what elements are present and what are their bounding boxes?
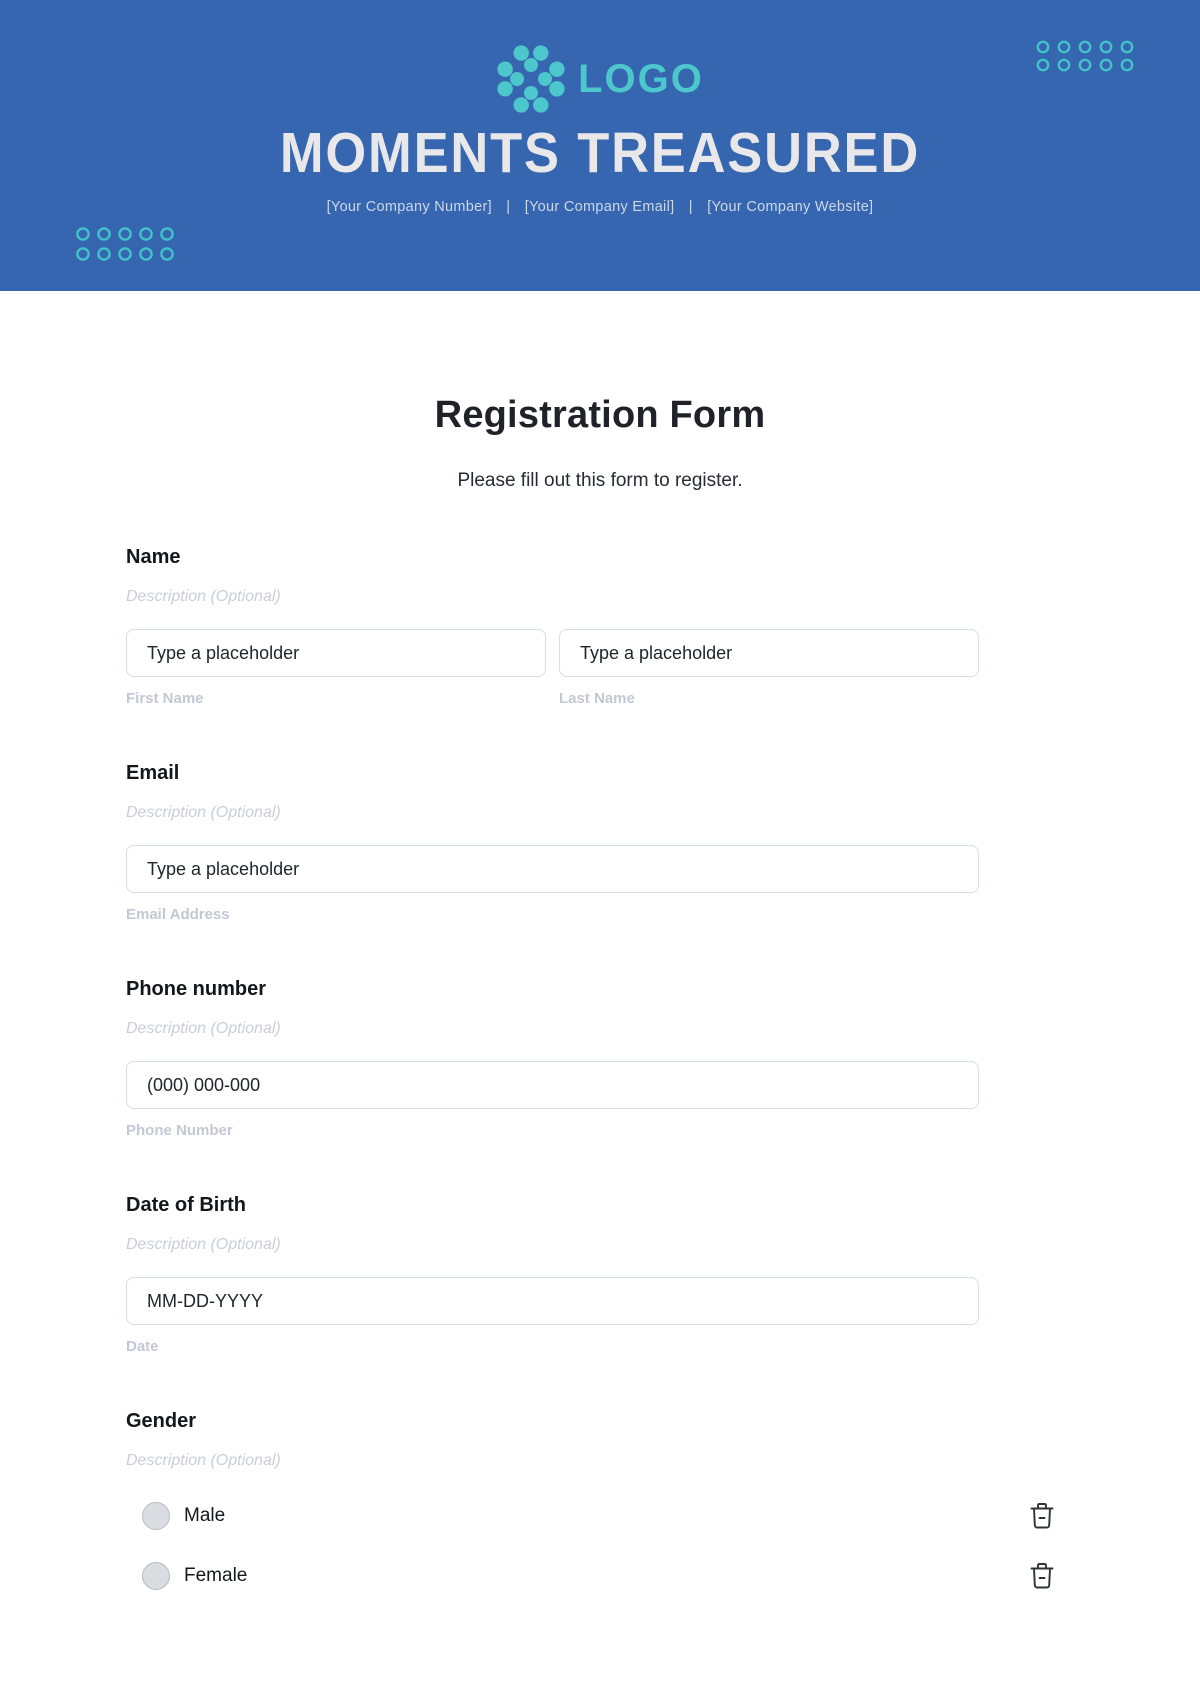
- first-name-label: First Name: [126, 690, 204, 707]
- last-name-label: Last Name: [559, 690, 635, 707]
- trash-icon: [1030, 1502, 1054, 1530]
- phone-label: Phone Number: [126, 1122, 233, 1139]
- section-description: Description (Optional): [126, 1452, 281, 1469]
- female-radio[interactable]: [142, 1562, 170, 1590]
- header-banner: [0, 0, 1200, 291]
- section-heading-name: Name: [126, 546, 181, 568]
- delete-male-option-button[interactable]: [1028, 1500, 1056, 1532]
- section-phone: [126, 978, 1056, 1139]
- female-option-label: Female: [184, 1565, 248, 1586]
- page-subtitle: Please fill out this form to register.: [457, 470, 743, 491]
- delete-female-option-button[interactable]: [1028, 1560, 1056, 1592]
- last-name-input[interactable]: [559, 629, 979, 677]
- first-name-input[interactable]: [126, 629, 546, 677]
- gender-option-female: [126, 1559, 1056, 1593]
- section-email: [126, 762, 1056, 923]
- page-title: Registration Form: [434, 394, 766, 436]
- decorative-dot-grid-bottom-left: [76, 226, 174, 263]
- section-description: Description (Optional): [126, 1020, 281, 1037]
- section-heading-phone: Phone number: [126, 978, 267, 1000]
- email-input[interactable]: [126, 845, 979, 893]
- section-description: Description (Optional): [126, 1236, 281, 1253]
- logo-text: LOGO: [578, 56, 704, 101]
- male-option-label: Male: [184, 1505, 226, 1526]
- company-number: [Your Company Number]: [326, 198, 492, 215]
- section-description: Description (Optional): [126, 804, 281, 821]
- section-description: Description (Optional): [126, 588, 281, 605]
- section-heading-gender: Gender: [126, 1410, 197, 1432]
- male-radio[interactable]: [142, 1502, 170, 1530]
- form-content: [0, 546, 1200, 1593]
- date-label: Date: [126, 1338, 159, 1355]
- date-of-birth-input[interactable]: [126, 1277, 979, 1325]
- company-website: [Your Company Website]: [707, 198, 874, 215]
- section-heading-email: Email: [126, 762, 180, 784]
- phone-input[interactable]: [126, 1061, 979, 1109]
- gender-option-male: [126, 1499, 1056, 1533]
- trash-icon: [1030, 1562, 1054, 1590]
- company-name: MOMENTS TREASURED: [279, 121, 921, 185]
- section-name: [126, 546, 1056, 707]
- company-email: [Your Company Email]: [524, 198, 675, 215]
- logo: [0, 0, 1200, 114]
- meta-separator: |: [506, 198, 511, 215]
- email-label: Email Address: [126, 906, 230, 923]
- section-dob: [126, 1194, 1056, 1355]
- section-gender: [126, 1410, 1056, 1593]
- company-meta: [0, 199, 1200, 215]
- section-heading-dob: Date of Birth: [126, 1194, 246, 1216]
- decorative-dot-grid-top-right: [1036, 40, 1134, 73]
- meta-separator: |: [688, 198, 693, 215]
- logo-icon: [496, 44, 566, 114]
